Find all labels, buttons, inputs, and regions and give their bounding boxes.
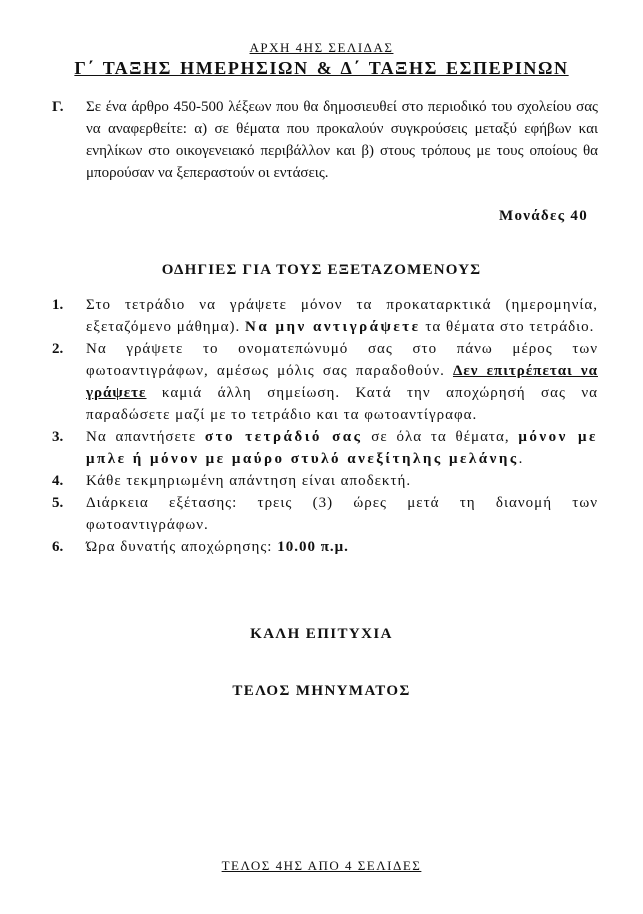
instruction-text: Να γράψετε το ονοματεπώνυμό σας στο πάνω μέρος των φωτοαντιγράφων, αμέσως μόλις σας παραδοθούν. bbox=[86, 341, 598, 379]
instruction-number: 2. bbox=[52, 341, 64, 357]
instruction-text: καμιά άλλη σημείωση. Κατά την αποχώρησή σας να παραδώσετε μαζί με το τετράδιο και τα φωτοαντίγραφα. bbox=[86, 385, 598, 423]
instruction-text: τα θέματα στο τετράδιο. bbox=[420, 319, 595, 335]
instruction-item bbox=[52, 470, 598, 492]
instruction-item bbox=[52, 492, 598, 536]
page-header: ΑΡΧΗ 4ΗΣ ΣΕΛΙΔΑΣ bbox=[249, 40, 394, 55]
instruction-emphasis: στο τετράδιό σας bbox=[204, 429, 363, 445]
points-label: Μονάδες 40 bbox=[498, 208, 588, 224]
instruction-number: 1. bbox=[52, 297, 64, 313]
instruction-text: Να απαντήσετε bbox=[86, 429, 205, 445]
instruction-emphasis: Δεν επιτρέπεται να γράψετε bbox=[86, 363, 598, 401]
instruction-text: . bbox=[518, 451, 524, 467]
instruction-number: 5. bbox=[52, 495, 64, 511]
instructions-title: ΟΔΗΓΙΕΣ ΓΙΑ ΤΟΥΣ ΕΞΕΤΑΖΟΜΕΝΟΥΣ bbox=[161, 262, 482, 278]
instruction-item bbox=[52, 426, 598, 470]
instruction-text: Διάρκεια εξέτασης: τρεις (3) ώρες μετά τη διανομή των φωτοαντιγράφων. bbox=[86, 495, 598, 533]
question-label: Γ. bbox=[52, 99, 64, 115]
instruction-emphasis: 10.00 π.μ. bbox=[277, 539, 349, 555]
instruction-number: 6. bbox=[52, 539, 64, 555]
instruction-item bbox=[52, 294, 598, 338]
instructions-list bbox=[52, 294, 598, 558]
instruction-item bbox=[52, 338, 598, 426]
instruction-emphasis: μόνον με μπλε ή μόνον με μαύρο στυλό ανεξίτηλης μελάνης bbox=[86, 429, 598, 467]
page-title: Γ΄ ΤΑΞΗΣ ΗΜΕΡΗΣΙΩΝ & Δ΄ ΤΑΞΗΣ ΕΣΠΕΡΙΝΩΝ bbox=[74, 58, 569, 78]
instruction-number: 4. bbox=[52, 473, 64, 489]
instruction-text: Ώρα δυνατής αποχώρησης: bbox=[86, 539, 278, 555]
instruction-text: Στο τετράδιο να γράψετε μόνον τα προκαταρκτικά (ημερομηνία, εξεταζόμενο μάθημα). bbox=[86, 297, 598, 335]
question-text: Σε ένα άρθρο 450-500 λέξεων που θα δημοσιευθεί στο περιοδικό του σχολείου σας να αναφερθείτε: α) σε θέματα που προκαλούν συγκρούσεις μεταξύ εφήβων και ενηλίκων στο οικογενειακό περιβάλλον και β) στους τρόπους με τους οποίους θα μπορούσαν να ξεπεραστούν οι εντάσεις. bbox=[86, 99, 598, 181]
instruction-item bbox=[52, 536, 598, 558]
instruction-number: 3. bbox=[52, 429, 64, 445]
instruction-text: σε όλα τα θέματα, bbox=[362, 429, 519, 445]
page-footer: ΤΕΛΟΣ 4ΗΣ ΑΠΟ 4 ΣΕΛΙΔΕΣ bbox=[221, 858, 422, 873]
good-luck-message: ΚΑΛΗ ΕΠΙΤΥΧΙΑ bbox=[250, 626, 393, 642]
end-message: ΤΕΛΟΣ ΜΗΝΥΜΑΤΟΣ bbox=[232, 683, 411, 699]
instruction-emphasis: Να μην αντιγράψετε bbox=[245, 319, 421, 335]
instruction-text: Κάθε τεκμηριωμένη απάντηση είναι αποδεκτή. bbox=[86, 473, 412, 489]
question-block bbox=[52, 96, 598, 184]
